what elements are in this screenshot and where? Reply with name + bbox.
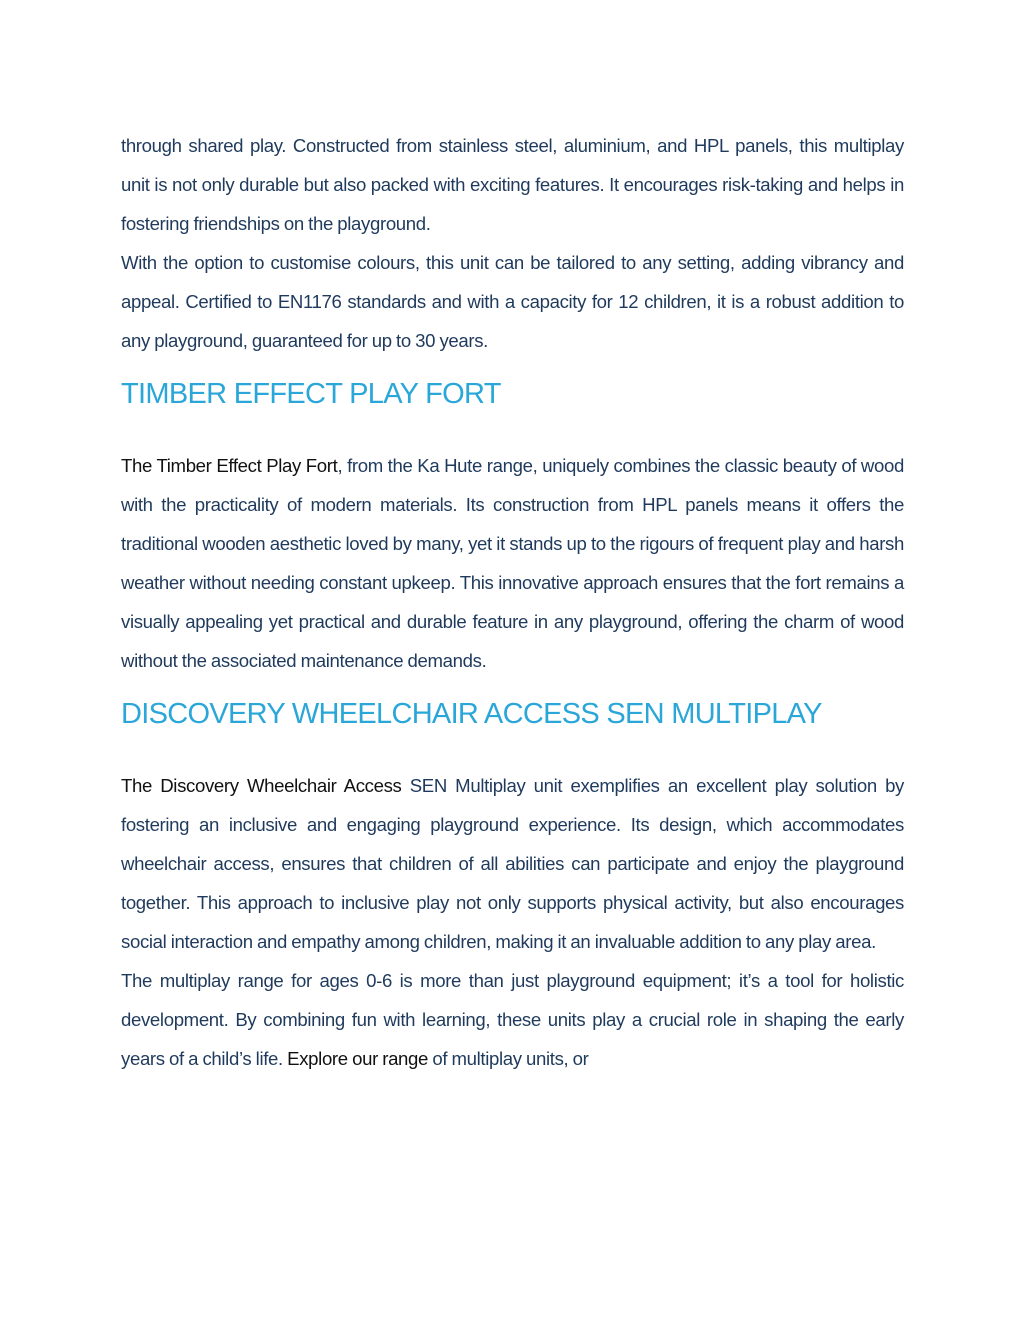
multiplay-start: The multiplay range for ages 0-6 is more than just playground equipment; it’s a tool for holistic development. By combining fun with learning, these units play a crucial role in shaping the early years of a child’s life. <box>121 970 904 1069</box>
intro-paragraph-1: through shared play. Constructed from stainless steel, aluminium, and HPL panels, this multiplay unit is not only durable but also packed with exciting features. It encourages risk-taking and helps in fostering friendships on the playground. <box>121 135 904 234</box>
discovery-lead: The Discovery Wheelchair Access <box>121 775 402 796</box>
intro-paragraph-2: With the option to customise colours, this unit can be tailored to any setting, adding vibrancy and appeal. Certified to EN1176 standards and with a capacity for 12 children, it is a robust addition to any playground, guaranteed for up to 30 years. <box>121 252 904 351</box>
explore-range-link[interactable]: Explore our range <box>287 1048 429 1069</box>
discovery-paragraph <box>121 766 904 961</box>
timber-fort-paragraph <box>121 446 904 680</box>
document-page <box>121 126 904 1078</box>
discovery-heading: DISCOVERY WHEELCHAIR ACCESS SEN MULTIPLAY <box>121 698 822 730</box>
multiplay-paragraph <box>121 961 904 1078</box>
discovery-body: SEN Multiplay unit exemplifies an excellent play solution by fostering an inclusive and engaging playground experience. Its design, which accommodates wheelchair access, ensures that children of all abilities can participate and enjoy the playground together. This approach to inclusive play not only supports physical activity, but also encourages social interaction and empathy among children, making it an invaluable addition to any play area. <box>121 775 905 952</box>
timber-fort-body: , from the Ka Hute range, uniquely combines the classic beauty of wood with the practicality of modern materials. Its construction from HPL panels means it offers the traditional wooden aesthetic loved by many, yet it stands up to the rigours of frequent play and harsh weather without needing constant upkeep. This innovative approach ensures that the fort remains a visually appealing yet practical and durable feature in any playground, offering the charm of wood without the associated maintenance demands. <box>121 455 904 671</box>
timber-fort-lead: The Timber Effect Play Fort <box>121 455 338 476</box>
timber-fort-heading: TIMBER EFFECT PLAY FORT <box>121 378 501 410</box>
multiplay-end: of multiplay units, or <box>428 1048 589 1069</box>
